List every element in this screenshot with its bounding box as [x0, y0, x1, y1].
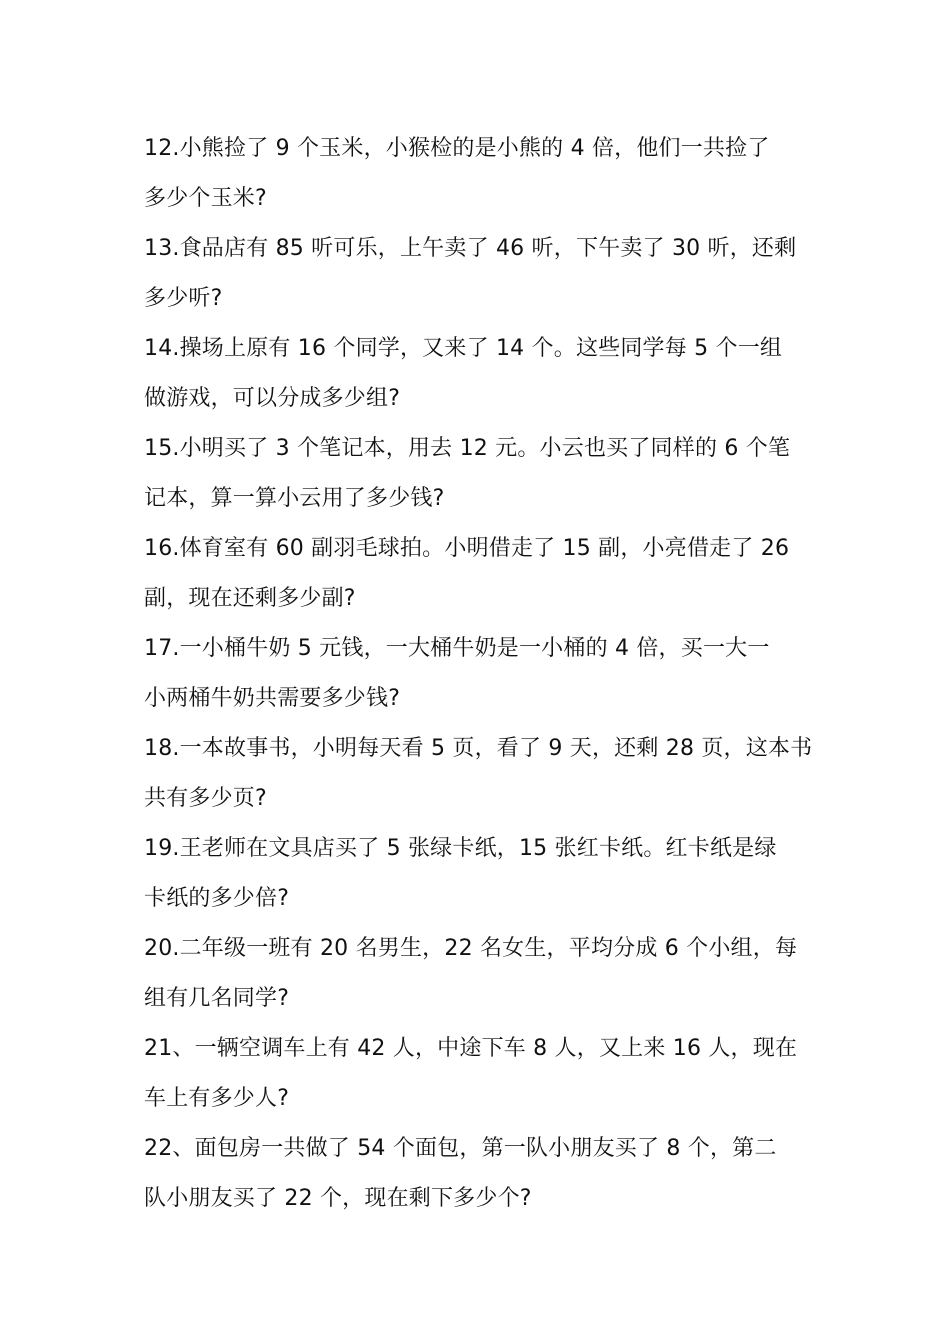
problem-line: 队小朋友买了 22 个，现在剩下多少个? — [144, 1186, 532, 1211]
problem-line: 记本，算一算小云用了多少钱? — [144, 486, 445, 511]
problem-line: 17.一小桶牛奶 5 元钱，一大桶牛奶是一小桶的 4 倍，买一大一 — [144, 636, 770, 661]
problem-line: 14.操场上原有 16 个同学，又来了 14 个。这些同学每 5 个一组 — [144, 336, 783, 361]
problem-line: 13.食品店有 85 听可乐，上午卖了 46 听，下午卖了 30 听，还剩 — [144, 236, 797, 261]
problem-18 — [144, 724, 814, 824]
problem-19 — [144, 824, 814, 924]
problem-13 — [144, 224, 814, 324]
problem-line: 多少个玉米? — [144, 186, 267, 211]
problem-line: 车上有多少人? — [144, 1086, 290, 1111]
problem-line: 22、面包房一共做了 54 个面包，第一队小朋友买了 8 个，第二 — [144, 1136, 777, 1161]
problem-line: 16.体育室有 60 副羽毛球拍。小明借走了 15 副，小亮借走了 26 — [144, 536, 790, 561]
problem-line: 做游戏，可以分成多少组? — [144, 386, 401, 411]
problem-line: 副，现在还剩多少副? — [144, 586, 356, 611]
problem-22 — [144, 1124, 814, 1224]
problem-17 — [144, 624, 814, 724]
problem-16 — [144, 524, 814, 624]
problem-line: 共有多少页? — [144, 786, 267, 811]
problem-line: 小两桶牛奶共需要多少钱? — [144, 686, 401, 711]
problem-line: 多少听? — [144, 286, 223, 311]
problem-line: 卡纸的多少倍? — [144, 886, 290, 911]
problem-12 — [144, 124, 814, 224]
problem-line: 21、一辆空调车上有 42 人，中途下车 8 人，又上来 16 人，现在 — [144, 1036, 798, 1061]
problem-line: 18.一本故事书，小明每天看 5 页，看了 9 天，还剩 28 页，这本书 — [144, 736, 813, 761]
problem-line: 12.小熊捡了 9 个玉米，小猴检的是小熊的 4 倍，他们一共捡了 — [144, 136, 770, 161]
problem-20 — [144, 924, 814, 1024]
problem-list — [144, 124, 814, 1224]
problem-15 — [144, 424, 814, 524]
problem-line: 19.王老师在文具店买了 5 张绿卡纸，15 张红卡纸。红卡纸是绿 — [144, 836, 777, 861]
problem-line: 20.二年级一班有 20 名男生，22 名女生，平均分成 6 个小组，每 — [144, 936, 798, 961]
problem-line: 组有几名同学? — [144, 986, 290, 1011]
problem-21 — [144, 1024, 814, 1124]
problem-line: 15.小明买了 3 个笔记本，用去 12 元。小云也买了同样的 6 个笔 — [144, 436, 791, 461]
problem-14 — [144, 324, 814, 424]
